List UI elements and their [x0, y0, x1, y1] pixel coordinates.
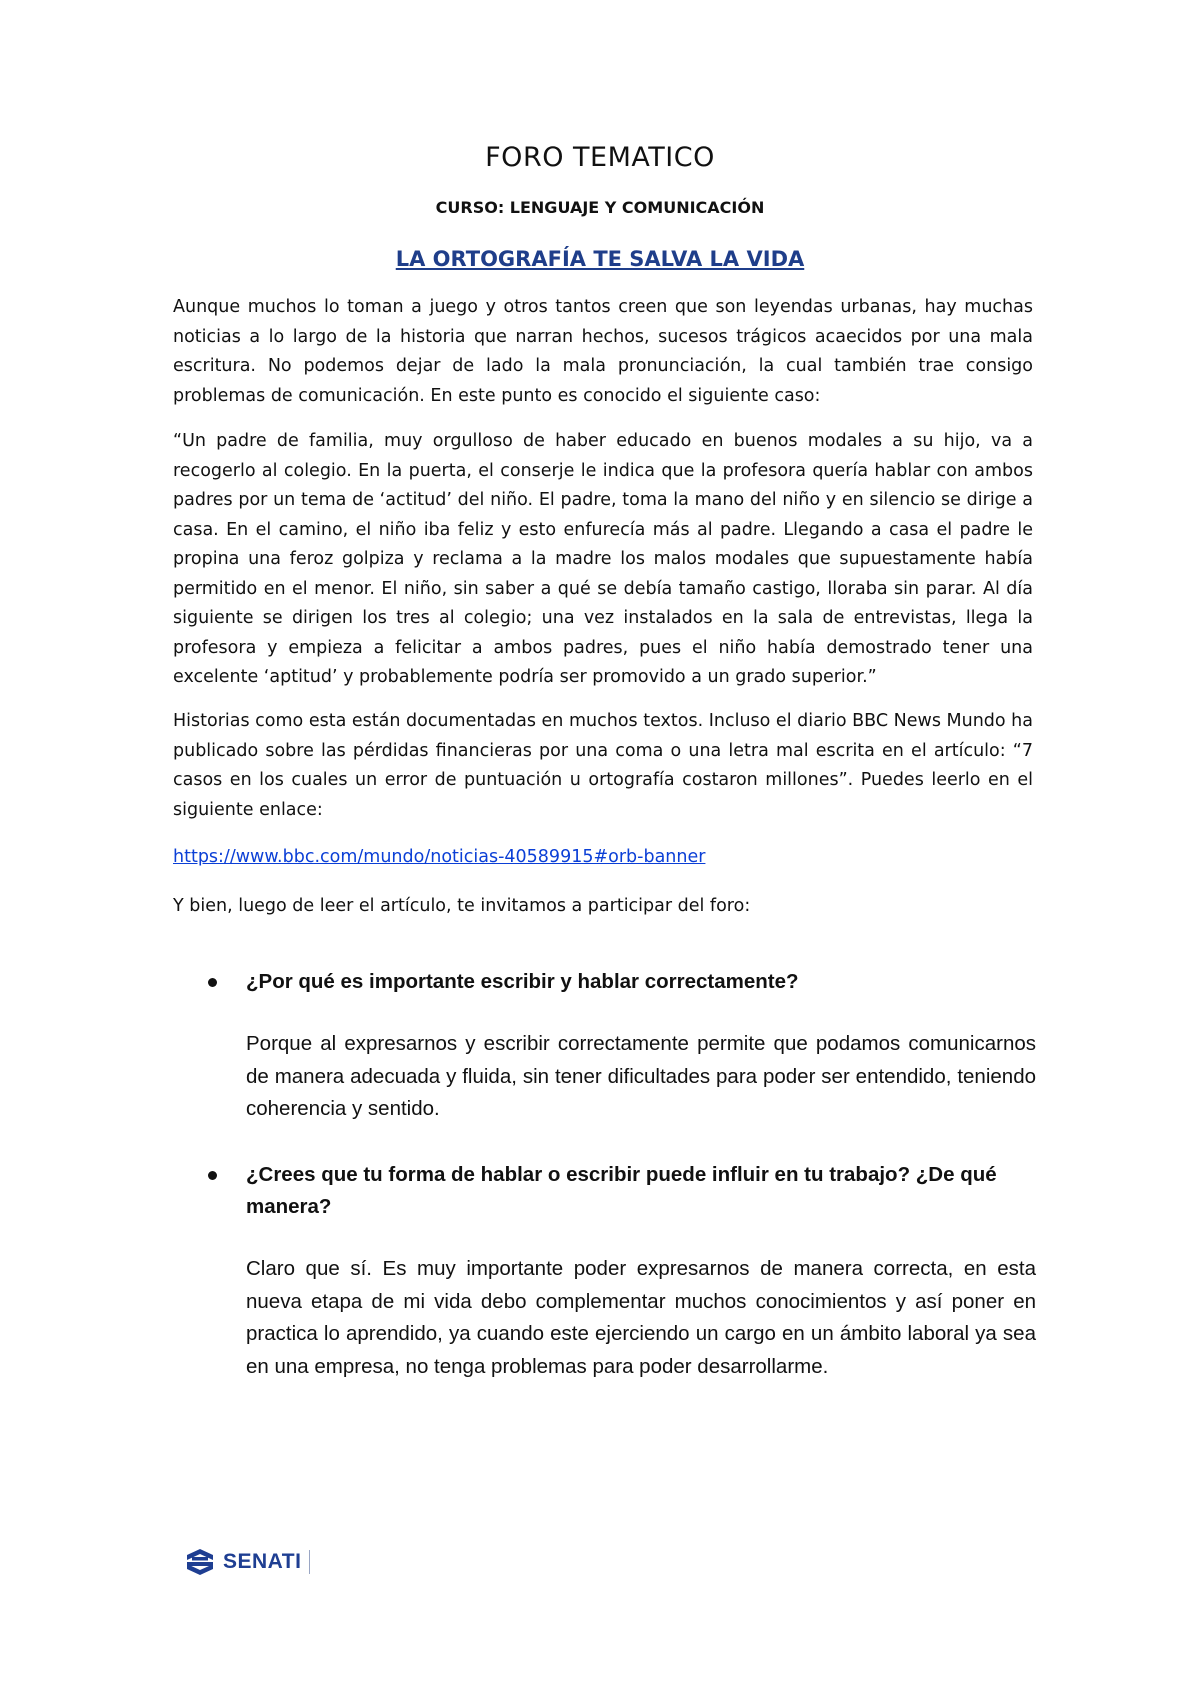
document-title: FORO TEMATICO	[485, 142, 715, 173]
story-paragraph: “Un padre de familia, muy orgulloso de haber educado en buenos modales a su hijo, va a recogerlo al colegio. En la puerta, el conserje le indica que la profesora quería hablar con ambos padres por un tema de ‘actitud’ del niño. El padre, toma la mano del niño y en silencio se dirige a casa. En el camino, el niño iba feliz y esto enfurecía más al padre. Llegando a casa el padre le propina una feroz golpiza y reclama a la madre los malos modales que supuestamente había permitido en el menor. El niño, sin saber a qué se debía tamaño castigo, lloraba sin parar. Al día siguiente se dirigen los tres al colegio; una vez instalados en la sala de entrevistas, llega la profesora y empieza a felicitar a ambos padres, pues el niño había demostrado tener una excelente ‘aptitud’ y probablemente podría ser promovido a un grado superior.”	[173, 431, 1033, 687]
logo-divider	[309, 1550, 310, 1574]
senati-logo	[183, 1545, 310, 1579]
bbc-article-link[interactable]: https://www.bbc.com/mundo/noticias-40589915#orb-banner	[173, 847, 706, 867]
forum-question-item	[246, 1159, 1036, 1383]
bullet-icon	[208, 1171, 217, 1180]
question-text: ¿Crees que tu forma de hablar o escribir puede influir en tu trabajo? ¿De qué manera?	[246, 1163, 997, 1218]
question-text: ¿Por qué es importante escribir y hablar correctamente?	[246, 970, 799, 993]
link-paragraph	[173, 843, 705, 873]
logo-text: SENATI	[223, 1550, 302, 1573]
senati-emblem-icon	[183, 1547, 217, 1577]
article-headline: LA ORTOGRAFÍA TE SALVA LA VIDA	[395, 247, 805, 271]
bullet-icon	[208, 978, 217, 987]
forum-question-item	[246, 966, 1036, 1126]
context-paragraph: Historias como esta están documentadas en muchos textos. Incluso el diario BBC News Mundo ha publicado sobre las pérdidas financieras por una coma o una letra mal escrita en el artículo: “7 casos en los cuales un error de puntuación u ortografía costaron millones”. Puedes leerlo en el siguiente enlace:	[173, 711, 1033, 820]
answer-text: Claro que sí. Es muy importante poder expresarnos de manera correcta, en esta nueva etapa de mi vida debo complementar muchos conocimientos y así poner en practica lo aprendido, ya cuando este ejerciendo un cargo en un ámbito laboral ya sea en una empresa, no tenga problemas para poder desarrollarme.	[246, 1257, 1036, 1378]
invitation-paragraph: Y bien, luego de leer el artículo, te invitamos a participar del foro:	[173, 896, 751, 916]
course-heading: CURSO: LENGUAJE Y COMUNICACIÓN	[435, 198, 765, 217]
answer-text: Porque al expresarnos y escribir correctamente permite que podamos comunicarnos de manera adecuada y fluida, sin tener dificultades para poder ser entendido, teniendo coherencia y sentido.	[246, 1032, 1036, 1120]
intro-paragraph: Aunque muchos lo toman a juego y otros tantos creen que son leyendas urbanas, hay muchas noticias a lo largo de la historia que narran hechos, sucesos trágicos acaecidos por una mala escritura. No podemos dejar de lado la mala pronunciación, la cual también trae consigo problemas de comunicación. En este punto es conocido el siguiente caso:	[173, 297, 1033, 406]
